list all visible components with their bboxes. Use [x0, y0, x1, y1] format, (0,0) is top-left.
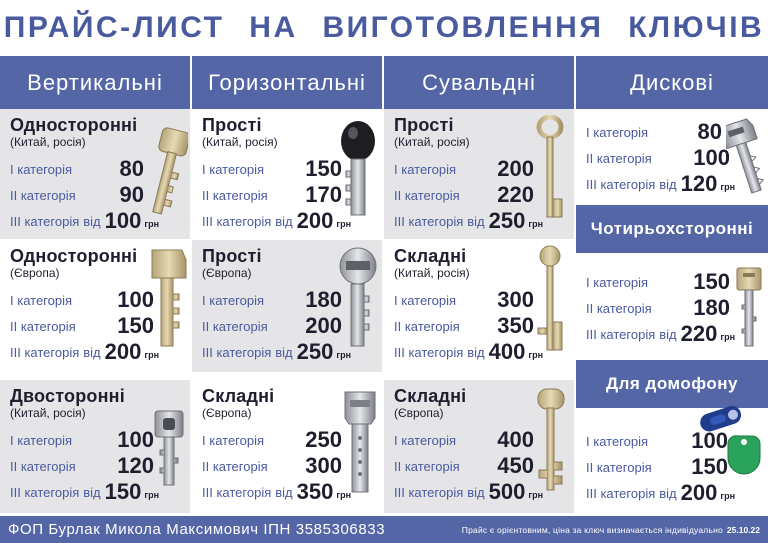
- disc-key-icon: [726, 113, 766, 199]
- lever-key-icon: [534, 115, 566, 225]
- category-label: ІІІ категорія: [394, 344, 464, 360]
- column-header-vertical: Вертикальні: [0, 56, 190, 109]
- category-label: ІІІ категорія: [10, 344, 80, 360]
- currency-label: грн: [528, 490, 544, 500]
- vertical-key-icon: [146, 123, 188, 219]
- price-cell-horizontal-complex-europe: [192, 380, 382, 513]
- intercom-tag-icon: [696, 406, 764, 478]
- currency-label: грн: [528, 219, 544, 229]
- price-value: 80: [697, 119, 722, 144]
- from-label: від: [467, 213, 485, 229]
- cell-title: Складні: [394, 386, 467, 406]
- category-label: ІІІ категорія: [586, 326, 656, 342]
- price-cell-four-sided: [576, 253, 768, 353]
- price-value: 200: [680, 480, 718, 505]
- price-row-cat3: [586, 480, 768, 506]
- price-cell-vertical-double-china: [0, 380, 190, 513]
- footer: [0, 516, 768, 543]
- column-header-horizontal: Горизонтальні: [192, 56, 382, 109]
- currency-label: грн: [528, 350, 544, 360]
- category-label: І категорія: [394, 432, 457, 448]
- price-value: 100: [117, 427, 154, 452]
- price-cell-lever-complex-china: [384, 240, 574, 372]
- price-value: 150: [693, 269, 730, 294]
- currency-label: грн: [144, 219, 160, 229]
- category-label: І категорія: [10, 432, 73, 448]
- cell-title: Складні: [394, 246, 467, 266]
- price-value: 120: [117, 453, 154, 478]
- price-value: 90: [119, 182, 144, 207]
- price-cell-disc: [576, 109, 768, 203]
- section-title-intercom: Для домофону: [576, 360, 768, 408]
- price-value: 120: [680, 171, 718, 196]
- price-cell-lever-simple-china: [384, 109, 574, 239]
- price-value: 200: [305, 313, 342, 338]
- from-label: від: [467, 344, 485, 360]
- price-value: 180: [305, 287, 342, 312]
- category-label: І категорія: [586, 433, 649, 449]
- from-label: від: [83, 344, 101, 360]
- from-label: від: [83, 213, 101, 229]
- price-value: 100: [693, 145, 730, 170]
- cell-title: Двосторонні: [10, 386, 125, 406]
- category-label: ІІ категорія: [394, 458, 460, 474]
- category-label: ІІ категорія: [10, 458, 76, 474]
- currency-label: грн: [336, 490, 352, 500]
- price-value: 250: [488, 208, 526, 233]
- price-value: 150: [104, 479, 142, 504]
- footer-date: 25.10.22: [726, 524, 760, 535]
- cell-subtitle: (Китай, росія): [10, 406, 86, 420]
- from-label: від: [467, 484, 485, 500]
- category-label: ІІ категорія: [10, 187, 76, 203]
- from-label: від: [83, 484, 101, 500]
- cross-key-icon: [734, 265, 764, 351]
- price-value: 450: [497, 453, 534, 478]
- from-label: від: [275, 213, 293, 229]
- category-label: ІІ категорія: [394, 318, 460, 334]
- price-value: 350: [497, 313, 534, 338]
- category-label: ІІ категорія: [586, 459, 652, 475]
- column-header-disc: Дискові: [576, 56, 768, 109]
- category-label: ІІІ категорія: [10, 484, 80, 500]
- price-value: 300: [497, 287, 534, 312]
- category-label: ІІІ категорія: [202, 484, 272, 500]
- black-head-key-icon: [337, 119, 379, 219]
- price-cell-horizontal-simple-europe: [192, 240, 382, 372]
- footer-owner-name: ФОП Бурлак Микола Максимович ІПН 3585306833: [8, 521, 386, 538]
- price-value: 300: [305, 453, 342, 478]
- price-value: 180: [693, 295, 730, 320]
- price-cell-vertical-single-europe: [0, 240, 190, 372]
- category-label: ІІ категорія: [586, 300, 652, 316]
- price-value: 500: [488, 479, 526, 504]
- price-value: 400: [497, 427, 534, 452]
- cell-title: Прості: [202, 115, 262, 135]
- cell-subtitle: (Європа): [202, 266, 252, 280]
- cell-title: Складні: [202, 386, 275, 406]
- vertical-key-icon: [148, 246, 188, 350]
- category-label: ІІІ категорія: [202, 213, 272, 229]
- from-label: від: [275, 344, 293, 360]
- from-label: від: [659, 485, 677, 501]
- currency-label: грн: [720, 182, 736, 192]
- price-value: 150: [691, 454, 728, 479]
- cell-subtitle: (Європа): [394, 406, 444, 420]
- price-value: 100: [691, 428, 728, 453]
- category-label: І категорія: [586, 124, 649, 140]
- category-label: І категорія: [202, 292, 265, 308]
- price-value: 200: [296, 208, 334, 233]
- currency-label: грн: [336, 350, 352, 360]
- page-title: ПРАЙС-ЛИСТ НА ВИГОТОВЛЕННЯ КЛЮЧІВ: [3, 11, 765, 44]
- category-label: ІІІ категорія: [586, 176, 656, 192]
- category-label: І категорія: [10, 292, 73, 308]
- price-value: 220: [497, 182, 534, 207]
- category-label: ІІІ категорія: [10, 213, 80, 229]
- category-label: І категорія: [202, 432, 265, 448]
- currency-label: грн: [144, 350, 160, 360]
- currency-label: грн: [720, 332, 736, 342]
- price-value: 150: [117, 313, 154, 338]
- section-title-four-sided: Чотирьохсторонні: [576, 205, 768, 253]
- price-value: 400: [488, 339, 526, 364]
- currency-label: грн: [144, 490, 160, 500]
- dimple-key-icon: [340, 388, 380, 496]
- category-label: ІІ категорія: [10, 318, 76, 334]
- category-label: ІІ категорія: [202, 187, 268, 203]
- category-label: ІІ категорія: [586, 150, 652, 166]
- price-value: 250: [296, 339, 334, 364]
- cell-subtitle: (Китай, росія): [394, 135, 470, 149]
- price-cell-horizontal-simple-china: [192, 109, 382, 239]
- category-label: І категорія: [394, 161, 457, 177]
- cell-subtitle: (Китай, росія): [202, 135, 278, 149]
- category-label: ІІІ категорія: [394, 213, 464, 229]
- price-cell-vertical-single-china: [0, 109, 190, 239]
- cell-subtitle: (Європа): [202, 406, 252, 420]
- price-value: 200: [104, 339, 142, 364]
- cell-title: Односторонні: [10, 115, 138, 135]
- category-label: ІІ категорія: [202, 318, 268, 334]
- cell-subtitle: (Китай, росія): [394, 266, 470, 280]
- price-cell-intercom: [576, 408, 768, 513]
- lever-key-icon: [532, 386, 568, 494]
- category-label: І категорія: [202, 161, 265, 177]
- column-header-lever: Сувальдні: [384, 56, 574, 109]
- category-label: ІІ категорія: [394, 187, 460, 203]
- price-value: 200: [497, 156, 534, 181]
- category-label: ІІІ категорія: [394, 484, 464, 500]
- price-value: 100: [117, 287, 154, 312]
- price-value: 250: [305, 427, 342, 452]
- footer-note: Прайс є орієнтовним, ціна за ключ визначається індивідуально: [461, 524, 723, 535]
- category-label: І категорія: [10, 161, 73, 177]
- category-label: І категорія: [586, 274, 649, 290]
- price-value: 80: [119, 156, 144, 181]
- from-label: від: [659, 326, 677, 342]
- lever-key-icon: [534, 244, 566, 356]
- cell-title: Односторонні: [10, 246, 138, 266]
- from-label: від: [275, 484, 293, 500]
- currency-label: грн: [720, 491, 736, 501]
- double-sided-key-icon: [152, 408, 186, 490]
- category-label: ІІІ категорія: [586, 485, 656, 501]
- price-value: 100: [104, 208, 142, 233]
- price-value: 150: [305, 156, 342, 181]
- cell-title: Прості: [394, 115, 454, 135]
- price-value: 350: [296, 479, 334, 504]
- category-label: ІІІ категорія: [202, 344, 272, 360]
- cell-subtitle: (Європа): [10, 266, 60, 280]
- price-cell-lever-complex-europe: [384, 380, 574, 513]
- cell-subtitle: (Китай, росія): [10, 135, 86, 149]
- cell-title: Прості: [202, 246, 262, 266]
- currency-label: грн: [336, 219, 352, 229]
- price-value: 220: [680, 321, 718, 346]
- category-label: І категорія: [394, 292, 457, 308]
- euro-key-icon: [337, 246, 379, 350]
- price-value: 170: [305, 182, 342, 207]
- category-label: ІІ категорія: [202, 458, 268, 474]
- from-label: від: [659, 176, 677, 192]
